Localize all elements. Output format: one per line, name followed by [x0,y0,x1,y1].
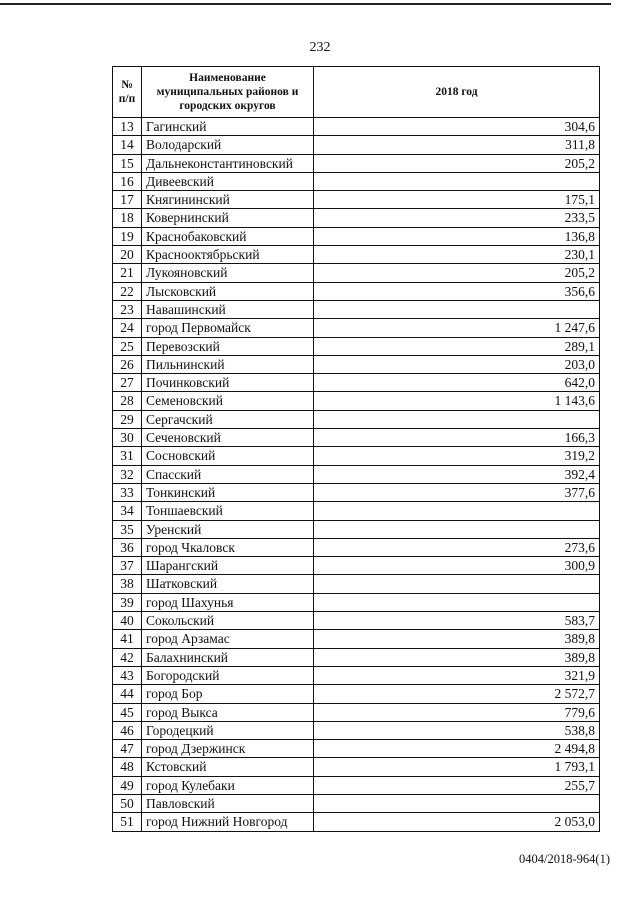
row-number: 29 [113,410,142,428]
row-number: 19 [113,227,142,245]
header-year-2018: 2018 год [314,67,600,118]
row-municipality: Сокольский [142,612,314,630]
row-value: 538,8 [314,721,600,739]
row-number: 18 [113,209,142,227]
table-row [113,740,600,758]
row-value: 289,1 [314,337,600,355]
row-number: 51 [113,813,142,831]
row-value [314,520,600,538]
row-number: 14 [113,136,142,154]
table-row [113,191,600,209]
row-municipality: Княгининский [142,191,314,209]
row-number: 32 [113,465,142,483]
row-municipality: Тоншаевский [142,502,314,520]
row-value: 300,9 [314,557,600,575]
row-value: 175,1 [314,191,600,209]
row-value: 233,5 [314,209,600,227]
row-number: 22 [113,282,142,300]
row-value: 230,1 [314,246,600,264]
row-value: 311,8 [314,136,600,154]
table-row [113,374,600,392]
row-value [314,410,600,428]
row-number: 31 [113,447,142,465]
page-number: 232 [309,40,331,55]
row-value: 205,2 [314,264,600,282]
row-municipality: Сергачский [142,410,314,428]
table-row [113,429,600,447]
row-value: 255,7 [314,776,600,794]
row-number: 50 [113,794,142,812]
table-row [113,502,600,520]
row-municipality: город Арзамас [142,630,314,648]
row-municipality: Павловский [142,794,314,812]
row-number: 21 [113,264,142,282]
row-municipality: Володарский [142,136,314,154]
table-row [113,264,600,282]
row-value: 166,3 [314,429,600,447]
row-number: 15 [113,154,142,172]
table-row [113,118,600,136]
row-number: 24 [113,319,142,337]
row-municipality: Спасский [142,465,314,483]
row-number: 49 [113,776,142,794]
row-value: 1 247,6 [314,319,600,337]
row-value: 392,4 [314,465,600,483]
document-code: 0404/2018-964(1) [519,852,610,866]
table-row [113,319,600,337]
table-row [113,136,600,154]
table-row [113,648,600,666]
row-value: 389,8 [314,648,600,666]
row-municipality: Дивеевский [142,172,314,190]
row-number: 30 [113,429,142,447]
row-municipality: Краснобаковский [142,227,314,245]
row-municipality: Семеновский [142,392,314,410]
row-number: 17 [113,191,142,209]
row-number: 46 [113,721,142,739]
table-row [113,520,600,538]
row-number: 16 [113,172,142,190]
allocation-table [112,66,600,832]
row-municipality: Дальнеконстантиновский [142,154,314,172]
row-value [314,593,600,611]
row-value [314,502,600,520]
row-municipality: город Первомайск [142,319,314,337]
row-municipality: Пильнинский [142,355,314,373]
row-value: 356,6 [314,282,600,300]
row-number: 47 [113,740,142,758]
top-rule [0,3,611,5]
table-row [113,355,600,373]
row-number: 34 [113,502,142,520]
table-row [113,666,600,684]
row-number: 42 [113,648,142,666]
table-header-row [113,67,600,118]
row-municipality: Перевозский [142,337,314,355]
row-municipality: Уренский [142,520,314,538]
row-value: 319,2 [314,447,600,465]
row-number: 37 [113,557,142,575]
row-value: 2 053,0 [314,813,600,831]
table-row [113,227,600,245]
table-row [113,776,600,794]
table-row [113,483,600,501]
row-value: 205,2 [314,154,600,172]
table-row [113,630,600,648]
row-value: 136,8 [314,227,600,245]
row-number: 48 [113,758,142,776]
row-number: 38 [113,575,142,593]
row-municipality: Кстовский [142,758,314,776]
row-municipality: Навашинский [142,300,314,318]
table-row [113,410,600,428]
row-number: 43 [113,666,142,684]
row-value [314,300,600,318]
row-municipality: город Дзержинск [142,740,314,758]
row-municipality: город Шахунья [142,593,314,611]
row-number: 39 [113,593,142,611]
row-value: 1 793,1 [314,758,600,776]
header-number: № п/п [113,67,142,118]
row-number: 25 [113,337,142,355]
row-number: 35 [113,520,142,538]
row-number: 26 [113,355,142,373]
row-number: 28 [113,392,142,410]
table-row [113,465,600,483]
table-row [113,612,600,630]
table-row [113,538,600,556]
row-value: 377,6 [314,483,600,501]
table-row [113,154,600,172]
row-value: 304,6 [314,118,600,136]
row-number: 45 [113,703,142,721]
row-municipality: Городецкий [142,721,314,739]
row-municipality: Лукояновский [142,264,314,282]
row-value [314,172,600,190]
row-municipality: Балахнинский [142,648,314,666]
row-number: 41 [113,630,142,648]
row-municipality: Сосновский [142,447,314,465]
row-value: 203,0 [314,355,600,373]
row-municipality: город Выкса [142,703,314,721]
row-municipality: Краснооктябрьский [142,246,314,264]
row-municipality: Починковский [142,374,314,392]
table-row [113,685,600,703]
row-value [314,794,600,812]
row-number: 20 [113,246,142,264]
row-value: 583,7 [314,612,600,630]
row-municipality: Шарангский [142,557,314,575]
row-number: 44 [113,685,142,703]
row-value: 2 572,7 [314,685,600,703]
row-value: 642,0 [314,374,600,392]
row-number: 23 [113,300,142,318]
table-row [113,721,600,739]
row-municipality: город Бор [142,685,314,703]
table-row [113,246,600,264]
row-number: 27 [113,374,142,392]
table-row [113,447,600,465]
table-row [113,392,600,410]
row-value: 273,6 [314,538,600,556]
table-row [113,703,600,721]
table-body [113,118,600,832]
row-municipality: Сеченовский [142,429,314,447]
table-row [113,575,600,593]
table-row [113,794,600,812]
table-row [113,758,600,776]
row-municipality: Шатковский [142,575,314,593]
row-municipality: Богородский [142,666,314,684]
table-row [113,282,600,300]
header-municipality: Наименование муниципальных районов и городских округов [142,67,314,118]
table-row [113,209,600,227]
row-number: 13 [113,118,142,136]
row-value: 1 143,6 [314,392,600,410]
table-row [113,593,600,611]
table-row [113,337,600,355]
row-value: 321,9 [314,666,600,684]
row-number: 40 [113,612,142,630]
row-municipality: город Нижний Новгород [142,813,314,831]
row-number: 33 [113,483,142,501]
row-municipality: Гагинский [142,118,314,136]
row-municipality: город Чкаловск [142,538,314,556]
row-municipality: Тонкинский [142,483,314,501]
row-municipality: Лысковский [142,282,314,300]
table-row [113,300,600,318]
row-number: 36 [113,538,142,556]
row-value: 2 494,8 [314,740,600,758]
row-municipality: город Кулебаки [142,776,314,794]
row-value [314,575,600,593]
row-municipality: Ковернинский [142,209,314,227]
row-value: 389,8 [314,630,600,648]
table-row [113,557,600,575]
row-value: 779,6 [314,703,600,721]
table-row [113,172,600,190]
table-row [113,813,600,831]
